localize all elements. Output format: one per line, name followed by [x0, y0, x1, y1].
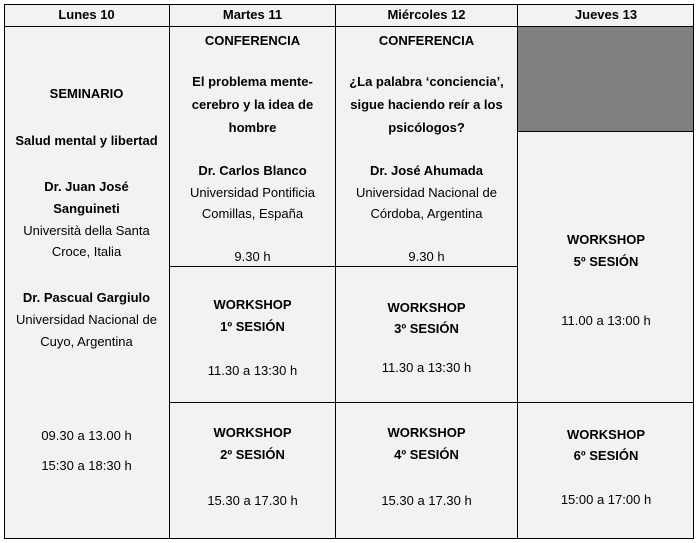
- miercoles-conf-title2: sigue haciendo reír a los: [350, 97, 503, 112]
- lunes-speaker1-aff2: Croce, Italia: [51, 244, 122, 259]
- lunes-time2: 15:30 a 18:30 h: [41, 458, 132, 473]
- martes-conf-aff2: Comillas, España: [201, 206, 304, 221]
- ws5-time: 11.00 a 13:00 h: [561, 313, 651, 328]
- miercoles-conf-aff1: Universidad Nacional de: [356, 185, 497, 200]
- header-miercoles: [336, 4, 518, 27]
- lunes-time1: 09.30 a 13.00 h: [41, 428, 132, 443]
- lunes-seminar-cell: [4, 27, 170, 539]
- jueves-workshop6-cell: [518, 403, 694, 539]
- martes-conf-aff1: Universidad Pontificia: [189, 185, 315, 200]
- miercoles-conf-time: 9.30 h: [408, 249, 445, 264]
- ws5-label: WORKSHOP: [567, 232, 645, 247]
- header-jueves: [518, 4, 694, 27]
- lunes-speaker2-aff2: Cuyo, Argentina: [40, 334, 133, 349]
- ws2-label: WORKSHOP: [213, 425, 292, 440]
- header-lunes-label: Lunes 10: [58, 7, 115, 22]
- martes-workshop2-cell: [170, 403, 336, 539]
- header-martes: [170, 4, 336, 27]
- ws1-session: 1º SESIÓN: [220, 319, 285, 334]
- martes-conference-cell: [170, 27, 336, 267]
- ws4-time: 15.30 a 17.30 h: [381, 493, 472, 508]
- header-martes-label: Martes 11: [222, 7, 283, 22]
- ws2-time: 15.30 a 17.30 h: [207, 493, 298, 508]
- martes-workshop1-cell: [170, 267, 336, 403]
- lunes-speaker1-aff1: Università della Santa: [23, 223, 150, 238]
- ws3-session: 3º SESIÓN: [394, 321, 459, 336]
- miercoles-conf-type: CONFERENCIA: [378, 33, 475, 48]
- martes-conf-title2: cerebro y la idea de: [191, 97, 314, 112]
- lunes-title: Salud mental y libertad: [15, 133, 158, 148]
- header-lunes: [4, 4, 170, 27]
- martes-conf-time: 9.30 h: [234, 249, 271, 264]
- miercoles-conf-title3: psicólogos?: [388, 120, 465, 135]
- lunes-type: SEMINARIO: [49, 86, 124, 101]
- ws1-time: 11.30 a 13:30 h: [207, 363, 298, 378]
- schedule-table: [4, 4, 694, 539]
- martes-conf-title1: El problema mente-: [192, 74, 313, 89]
- ws6-label: WORKSHOP: [567, 427, 645, 442]
- martes-conf-type: CONFERENCIA: [204, 33, 301, 48]
- miercoles-workshop4-cell: [336, 403, 518, 539]
- miercoles-conf-aff2: Córdoba, Argentina: [370, 206, 483, 221]
- martes-conf-speaker: Dr. Carlos Blanco: [198, 163, 307, 178]
- lunes-speaker2-aff1: Universidad Nacional de: [16, 312, 157, 327]
- ws4-label: WORKSHOP: [387, 425, 466, 440]
- lunes-speaker1-line1: Dr. Juan José: [44, 179, 129, 194]
- header-jueves-label: Jueves 13: [574, 7, 638, 22]
- miercoles-workshop3-cell: [336, 267, 518, 403]
- miercoles-conf-title1: ¿La palabra ‘conciencia’,: [349, 74, 504, 89]
- jueves-workshop5-cell: [518, 132, 694, 403]
- jueves-blocked-cell: [518, 27, 694, 132]
- ws6-session: 6º SESIÓN: [573, 448, 639, 463]
- header-miercoles-label: Miércoles 12: [387, 7, 466, 22]
- ws1-label: WORKSHOP: [213, 297, 292, 312]
- ws4-session: 4º SESIÓN: [394, 447, 459, 462]
- ws3-time: 11.30 a 13:30 h: [381, 360, 472, 375]
- miercoles-conference-cell: [336, 27, 518, 267]
- ws6-time: 15:00 a 17:00 h: [560, 492, 652, 507]
- lunes-speaker1-line2: Sanguineti: [53, 201, 120, 216]
- lunes-speaker2: Dr. Pascual Gargiulo: [22, 290, 151, 305]
- miercoles-conf-speaker: Dr. José Ahumada: [370, 163, 483, 178]
- ws3-label: WORKSHOP: [387, 300, 466, 315]
- martes-conf-title3: hombre: [228, 120, 277, 135]
- ws5-session: 5º SESIÓN: [573, 254, 639, 269]
- ws2-session: 2º SESIÓN: [220, 447, 285, 462]
